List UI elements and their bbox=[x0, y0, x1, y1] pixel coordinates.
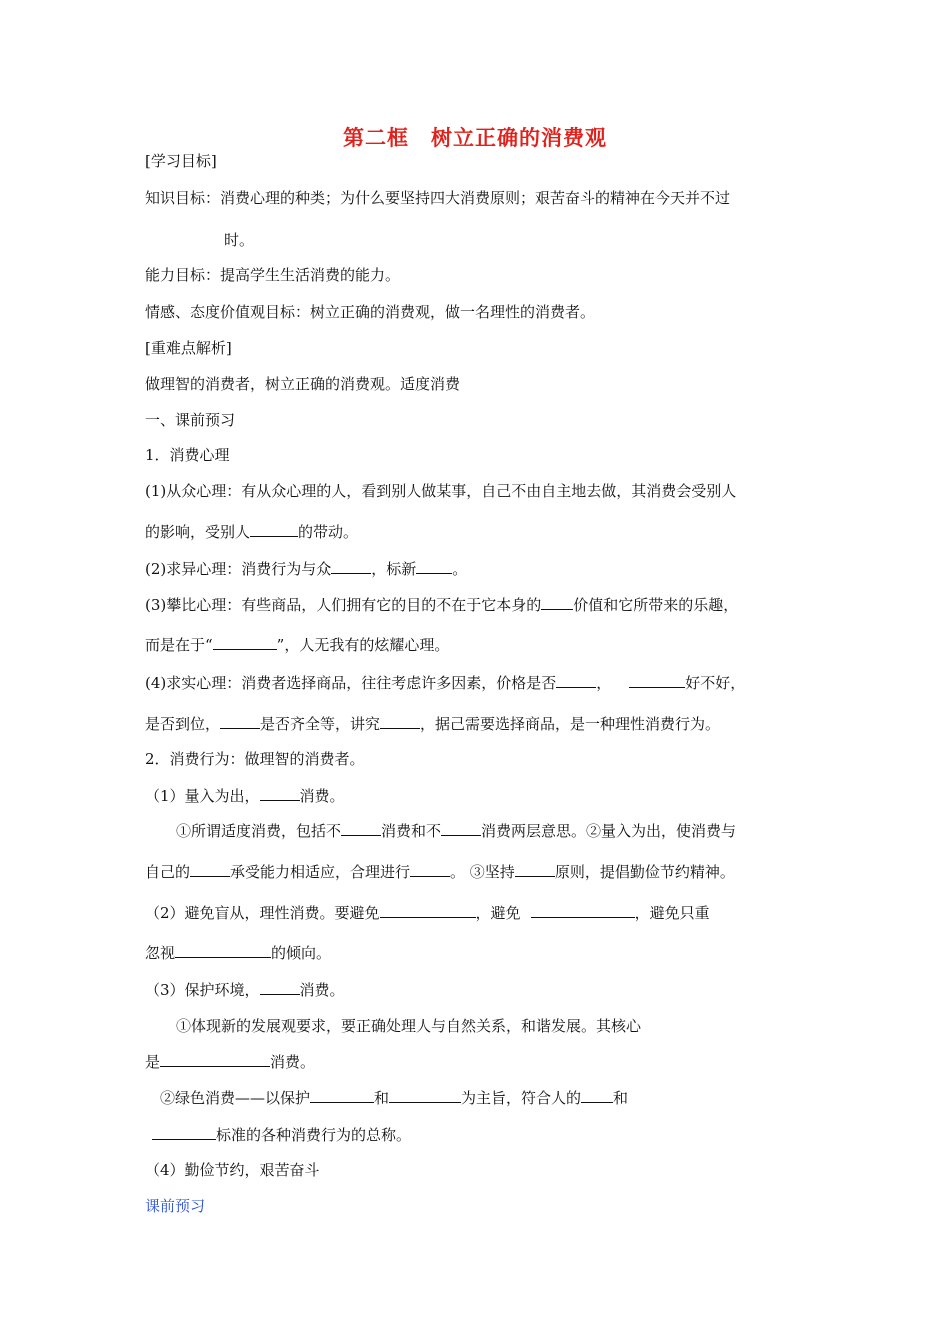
fill-blank[interactable] bbox=[629, 673, 685, 688]
fill-blank[interactable] bbox=[152, 1125, 216, 1140]
fill-blank[interactable] bbox=[531, 903, 635, 918]
fill-blank[interactable] bbox=[380, 903, 476, 918]
item-conformity: (1)从众心理：有从众心理的人，看到别人做某事，自己不由自主地去做，其消费会受别人 bbox=[145, 482, 737, 500]
item-practical-cont: 是否到位， 是否齐全等，讲究 ，据己需要选择商品，是一种理性消费行为。 bbox=[145, 715, 721, 733]
fill-blank[interactable] bbox=[160, 1052, 270, 1067]
fill-blank[interactable] bbox=[441, 821, 481, 836]
item-green-def: ②绿色消费——以保护 和 为主旨，符合人的 和 bbox=[160, 1089, 629, 1107]
page-title: 第二框 树立正确的消费观 bbox=[343, 126, 607, 150]
item-green-detail: ①体现新的发展观要求，要正确处理人与自然关系，和谐发展。其核心 bbox=[176, 1017, 642, 1035]
fill-blank[interactable] bbox=[310, 1088, 374, 1103]
item-practical: (4)求实心理：消费者选择商品，往往考虑许多因素，价格是否 ， 好不好， bbox=[145, 674, 746, 692]
item-rational: （2）避免盲从，理性消费。要避免 ，避免 ，避免只重 bbox=[145, 904, 710, 922]
fill-blank[interactable] bbox=[416, 559, 452, 574]
ability-objective: 能力目标：提高学生生活消费的能力。 bbox=[145, 266, 401, 284]
item-moderate-detail: ①所谓适度消费，包括不 消费和不 消费两层意思。②量入为出，使消费与 bbox=[176, 822, 737, 840]
fill-blank[interactable] bbox=[220, 714, 260, 729]
key-points-heading: [重难点解析] bbox=[145, 339, 232, 357]
section-2-title: 2．消费行为：做理智的消费者。 bbox=[145, 750, 365, 768]
preview-heading: 一、课前预习 bbox=[145, 411, 236, 429]
item-comparison-cont: 而是在于“ ”，人无我有的炫耀心理。 bbox=[145, 636, 450, 654]
fill-blank[interactable] bbox=[581, 1088, 613, 1103]
fill-blank[interactable] bbox=[556, 673, 596, 688]
item-thrift: （4）勤俭节约，艰苦奋斗 bbox=[145, 1161, 320, 1179]
item-conformity-cont: 的影响，受别人 的带动。 bbox=[145, 523, 359, 541]
fill-blank[interactable] bbox=[541, 595, 573, 610]
fill-blank[interactable] bbox=[380, 714, 420, 729]
knowledge-objective-cont: 时。 bbox=[224, 231, 255, 249]
fill-blank[interactable] bbox=[175, 943, 271, 958]
fill-blank[interactable] bbox=[389, 1088, 461, 1103]
item-green-def-cont: 标准的各种消费行为的总称。 bbox=[152, 1124, 411, 1146]
fill-blank[interactable] bbox=[260, 980, 300, 995]
item-rational-cont: 忽视 的倾向。 bbox=[145, 944, 332, 962]
fill-blank[interactable] bbox=[260, 786, 300, 801]
objectives-heading: [学习目标] bbox=[145, 152, 217, 170]
fill-blank[interactable] bbox=[331, 559, 371, 574]
item-novelty: (2)求异心理：消费行为与众 ，标新 。 bbox=[145, 560, 468, 578]
knowledge-objective: 知识目标：消费心理的种类；为什么要坚持四大消费原则；艰苦奋斗的精神在今天并不过 bbox=[145, 189, 731, 207]
preview-link[interactable]: 课前预习 bbox=[145, 1197, 206, 1215]
section-1-title: 1．消费心理 bbox=[145, 446, 230, 464]
item-green-detail-cont: 是 消费。 bbox=[145, 1053, 316, 1071]
fill-blank[interactable] bbox=[515, 862, 555, 877]
item-moderate-detail-cont: 自己的 承受能力相适应，合理进行 。 ③坚持 原则，提倡勤俭节约精神。 bbox=[145, 863, 735, 881]
fill-blank[interactable] bbox=[250, 522, 298, 537]
item-green: （3）保护环境， 消费。 bbox=[145, 981, 345, 999]
item-moderate: （1）量入为出， 消费。 bbox=[145, 787, 345, 805]
fill-blank[interactable] bbox=[213, 635, 277, 650]
attitude-objective: 情感、态度价值观目标：树立正确的消费观，做一名理性的消费者。 bbox=[145, 303, 596, 321]
fill-blank[interactable] bbox=[190, 862, 230, 877]
key-points-text: 做理智的消费者，树立正确的消费观。适度消费 bbox=[145, 375, 461, 393]
item-comparison: (3)攀比心理：有些商品，人们拥有它的目的不在于它本身的 价值和它所带来的乐趣， bbox=[145, 596, 739, 614]
fill-blank[interactable] bbox=[341, 821, 381, 836]
fill-blank[interactable] bbox=[410, 862, 450, 877]
